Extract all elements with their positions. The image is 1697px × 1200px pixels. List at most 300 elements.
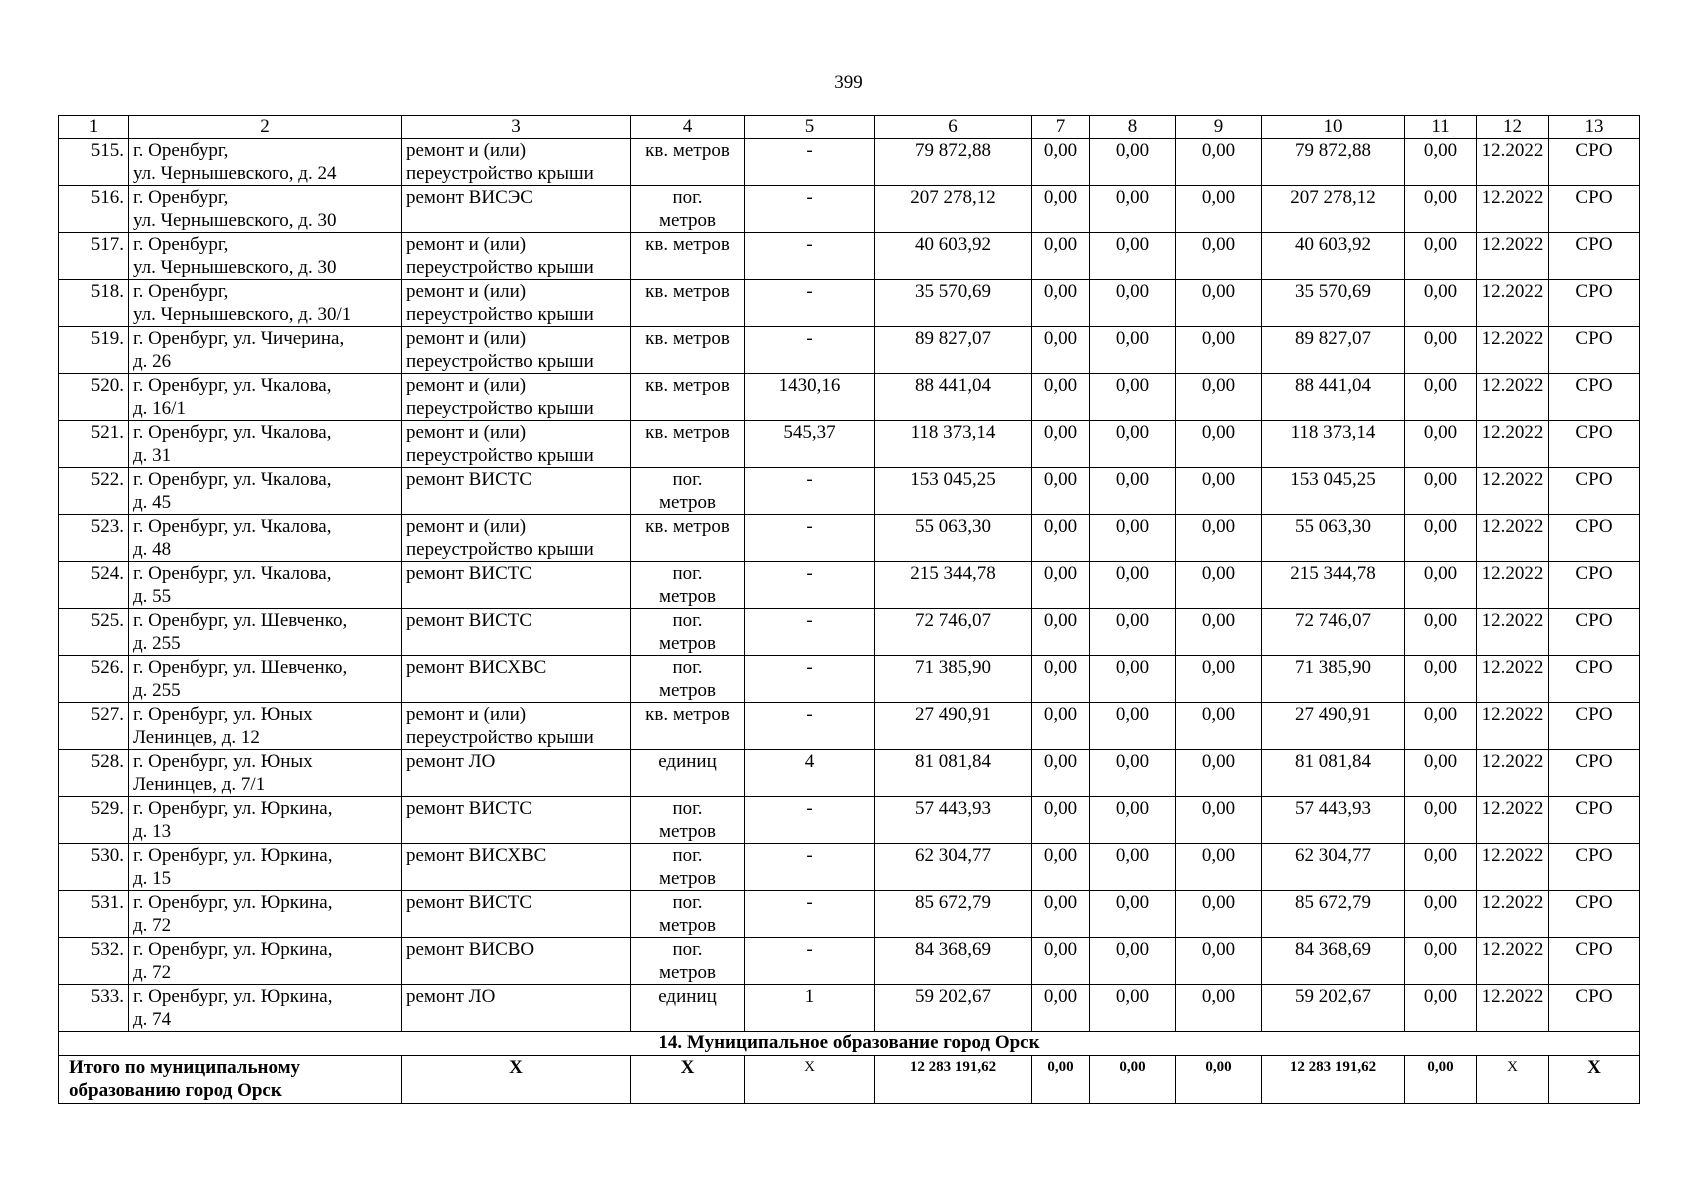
unit-line: пог. xyxy=(672,610,703,631)
cell-col-7: 0,00 xyxy=(1032,233,1090,280)
column-header: 11 xyxy=(1405,116,1477,139)
work-type-cell xyxy=(402,844,631,891)
address-cell xyxy=(129,797,402,844)
cost-total-cell: 59 202,67 xyxy=(875,985,1032,1032)
table-row xyxy=(59,421,1640,468)
total-label-line: Итого по муниципальному xyxy=(69,1057,301,1078)
executor-cell: СРО xyxy=(1549,938,1640,985)
total-cell-5: Х xyxy=(745,1056,875,1104)
total-cell-10: 12 283 191,62 xyxy=(1262,1056,1405,1104)
cost-fund-cell: 81 081,84 xyxy=(1262,750,1405,797)
cost-total-cell: 215 344,78 xyxy=(875,562,1032,609)
cell-col-11: 0,00 xyxy=(1405,844,1477,891)
work-type-line: ремонт ВИСХВС xyxy=(406,845,547,866)
cell-col-9: 0,00 xyxy=(1176,891,1262,938)
address-line: г. Оренбург, ул. Чкалова, xyxy=(133,375,332,396)
column-header: 7 xyxy=(1032,116,1090,139)
table-row xyxy=(59,186,1640,233)
cost-fund-cell: 215 344,78 xyxy=(1262,562,1405,609)
cell-col-9: 0,00 xyxy=(1176,609,1262,656)
address-cell xyxy=(129,421,402,468)
work-type-line: ремонт и (или) xyxy=(406,140,527,161)
cell-col-8: 0,00 xyxy=(1090,139,1176,186)
table-footer xyxy=(59,1032,1640,1104)
cell-col-8: 0,00 xyxy=(1090,468,1176,515)
cell-col-11: 0,00 xyxy=(1405,938,1477,985)
address-cell xyxy=(129,562,402,609)
cell-col-9: 0,00 xyxy=(1176,797,1262,844)
total-cell-13: Х xyxy=(1549,1056,1640,1104)
executor-cell: СРО xyxy=(1549,139,1640,186)
total-cell-3: Х xyxy=(402,1056,631,1104)
cost-fund-cell: 153 045,25 xyxy=(1262,468,1405,515)
quantity-cell: - xyxy=(745,609,875,656)
total-cell-7: 0,00 xyxy=(1032,1056,1090,1104)
unit-cell xyxy=(631,280,745,327)
unit-cell xyxy=(631,985,745,1032)
work-type-cell xyxy=(402,891,631,938)
completion-date-cell: 12.2022 xyxy=(1477,703,1549,750)
work-type-cell xyxy=(402,797,631,844)
cell-col-9: 0,00 xyxy=(1176,139,1262,186)
table-row xyxy=(59,233,1640,280)
cell-col-9: 0,00 xyxy=(1176,327,1262,374)
unit-line: кв. метров xyxy=(645,375,730,396)
cost-fund-cell: 85 672,79 xyxy=(1262,891,1405,938)
cell-col-11: 0,00 xyxy=(1405,139,1477,186)
cell-col-8: 0,00 xyxy=(1090,515,1176,562)
unit-cell xyxy=(631,703,745,750)
row-number: 516. xyxy=(59,186,129,233)
cost-fund-cell: 89 827,07 xyxy=(1262,327,1405,374)
cost-fund-cell: 84 368,69 xyxy=(1262,938,1405,985)
cost-fund-cell: 207 278,12 xyxy=(1262,186,1405,233)
row-number: 525. xyxy=(59,609,129,656)
cost-fund-cell: 40 603,92 xyxy=(1262,233,1405,280)
cost-total-cell: 85 672,79 xyxy=(875,891,1032,938)
capital-repair-table xyxy=(58,115,1640,1104)
cell-col-11: 0,00 xyxy=(1405,562,1477,609)
work-type-cell xyxy=(402,750,631,797)
total-label-line: образованию город Орск xyxy=(69,1080,282,1101)
row-number: 527. xyxy=(59,703,129,750)
unit-cell xyxy=(631,938,745,985)
work-type-line: переустройство крыши xyxy=(406,445,594,466)
executor-cell: СРО xyxy=(1549,750,1640,797)
address-line: г. Оренбург, ул. Чичерина, xyxy=(133,328,345,349)
address-cell xyxy=(129,233,402,280)
unit-line: единиц xyxy=(658,986,717,1007)
column-header: 4 xyxy=(631,116,745,139)
address-cell xyxy=(129,703,402,750)
quantity-cell: - xyxy=(745,515,875,562)
quantity-cell: - xyxy=(745,656,875,703)
column-header: 12 xyxy=(1477,116,1549,139)
cell-col-9: 0,00 xyxy=(1176,233,1262,280)
address-line: ул. Чернышевского, д. 30 xyxy=(133,210,337,231)
cell-col-11: 0,00 xyxy=(1405,703,1477,750)
address-cell xyxy=(129,844,402,891)
cost-fund-cell: 79 872,88 xyxy=(1262,139,1405,186)
column-header: 1 xyxy=(59,116,129,139)
unit-line: кв. метров xyxy=(645,516,730,537)
address-line: г. Оренбург, ул. Чкалова, xyxy=(133,563,332,584)
unit-line: пог. xyxy=(672,187,703,208)
cost-total-cell: 153 045,25 xyxy=(875,468,1032,515)
cost-total-cell: 118 373,14 xyxy=(875,421,1032,468)
address-cell xyxy=(129,327,402,374)
unit-cell xyxy=(631,844,745,891)
unit-cell xyxy=(631,750,745,797)
address-line: ул. Чернышевского, д. 30/1 xyxy=(133,304,352,325)
address-line: д. 72 xyxy=(133,915,172,936)
cell-col-8: 0,00 xyxy=(1090,985,1176,1032)
cell-col-7: 0,00 xyxy=(1032,797,1090,844)
cell-col-11: 0,00 xyxy=(1405,468,1477,515)
completion-date-cell: 12.2022 xyxy=(1477,891,1549,938)
completion-date-cell: 12.2022 xyxy=(1477,139,1549,186)
work-type-cell xyxy=(402,280,631,327)
work-type-line: ремонт и (или) xyxy=(406,516,527,537)
cost-total-cell: 71 385,90 xyxy=(875,656,1032,703)
unit-line: пог. xyxy=(672,798,703,819)
unit-line: метров xyxy=(659,868,716,889)
row-number: 523. xyxy=(59,515,129,562)
cost-fund-cell: 59 202,67 xyxy=(1262,985,1405,1032)
address-line: д. 13 xyxy=(133,821,172,842)
table-row xyxy=(59,750,1640,797)
completion-date-cell: 12.2022 xyxy=(1477,985,1549,1032)
table-row xyxy=(59,891,1640,938)
cell-col-7: 0,00 xyxy=(1032,186,1090,233)
quantity-cell: - xyxy=(745,139,875,186)
address-line: д. 16/1 xyxy=(133,398,186,419)
cell-col-9: 0,00 xyxy=(1176,186,1262,233)
work-type-cell xyxy=(402,515,631,562)
unit-line: метров xyxy=(659,962,716,983)
work-type-line: переустройство крыши xyxy=(406,257,594,278)
cell-col-8: 0,00 xyxy=(1090,656,1176,703)
cell-col-9: 0,00 xyxy=(1176,703,1262,750)
column-header: 9 xyxy=(1176,116,1262,139)
quantity-cell: - xyxy=(745,186,875,233)
cost-total-cell: 57 443,93 xyxy=(875,797,1032,844)
cost-total-cell: 81 081,84 xyxy=(875,750,1032,797)
address-line: д. 74 xyxy=(133,1009,172,1030)
cell-col-8: 0,00 xyxy=(1090,891,1176,938)
table-row xyxy=(59,515,1640,562)
total-label xyxy=(59,1056,402,1104)
address-cell xyxy=(129,186,402,233)
work-type-line: переустройство крыши xyxy=(406,727,594,748)
cell-col-9: 0,00 xyxy=(1176,468,1262,515)
cell-col-11: 0,00 xyxy=(1405,609,1477,656)
cost-total-cell: 79 872,88 xyxy=(875,139,1032,186)
address-line: г. Оренбург, ул. Юркина, xyxy=(133,986,333,1007)
total-cell-8: 0,00 xyxy=(1090,1056,1176,1104)
cell-col-8: 0,00 xyxy=(1090,562,1176,609)
cell-col-9: 0,00 xyxy=(1176,938,1262,985)
table-row xyxy=(59,562,1640,609)
unit-line: метров xyxy=(659,633,716,654)
work-type-line: переустройство крыши xyxy=(406,539,594,560)
work-type-line: ремонт ВИСВО xyxy=(406,939,535,960)
address-line: ул. Чернышевского, д. 24 xyxy=(133,163,337,184)
quantity-cell: - xyxy=(745,327,875,374)
table-body xyxy=(59,116,1640,1032)
executor-cell: СРО xyxy=(1549,891,1640,938)
completion-date-cell: 12.2022 xyxy=(1477,280,1549,327)
cell-col-11: 0,00 xyxy=(1405,891,1477,938)
cell-col-9: 0,00 xyxy=(1176,656,1262,703)
completion-date-cell: 12.2022 xyxy=(1477,374,1549,421)
address-line: г. Оренбург, ул. Юркина, xyxy=(133,845,333,866)
cost-fund-cell: 71 385,90 xyxy=(1262,656,1405,703)
cost-fund-cell: 118 373,14 xyxy=(1262,421,1405,468)
work-type-cell xyxy=(402,374,631,421)
completion-date-cell: 12.2022 xyxy=(1477,797,1549,844)
row-number: 526. xyxy=(59,656,129,703)
address-line: г. Оренбург, ул. Юркина, xyxy=(133,892,333,913)
cell-col-8: 0,00 xyxy=(1090,374,1176,421)
completion-date-cell: 12.2022 xyxy=(1477,421,1549,468)
cell-col-7: 0,00 xyxy=(1032,844,1090,891)
unit-line: единиц xyxy=(658,751,717,772)
row-number: 520. xyxy=(59,374,129,421)
cost-fund-cell: 62 304,77 xyxy=(1262,844,1405,891)
unit-line: метров xyxy=(659,680,716,701)
unit-cell xyxy=(631,609,745,656)
executor-cell: СРО xyxy=(1549,656,1640,703)
work-type-line: ремонт ВИСТС xyxy=(406,469,533,490)
quantity-cell: - xyxy=(745,797,875,844)
address-line: д. 31 xyxy=(133,445,172,466)
cell-col-8: 0,00 xyxy=(1090,186,1176,233)
column-header: 8 xyxy=(1090,116,1176,139)
work-type-line: переустройство крыши xyxy=(406,398,594,419)
quantity-cell: - xyxy=(745,844,875,891)
work-type-cell xyxy=(402,609,631,656)
cell-col-9: 0,00 xyxy=(1176,421,1262,468)
column-number-header-row xyxy=(59,116,1640,139)
address-line: д. 55 xyxy=(133,586,172,607)
cell-col-11: 0,00 xyxy=(1405,280,1477,327)
unit-line: метров xyxy=(659,821,716,842)
total-row xyxy=(59,1056,1640,1104)
executor-cell: СРО xyxy=(1549,985,1640,1032)
row-number: 518. xyxy=(59,280,129,327)
cell-col-11: 0,00 xyxy=(1405,374,1477,421)
cell-col-9: 0,00 xyxy=(1176,515,1262,562)
address-line: г. Оренбург, ул. Чкалова, xyxy=(133,469,332,490)
work-type-line: ремонт ВИСЭС xyxy=(406,187,533,208)
unit-line: кв. метров xyxy=(645,422,730,443)
column-header: 6 xyxy=(875,116,1032,139)
total-cell-6: 12 283 191,62 xyxy=(875,1056,1032,1104)
work-type-line: ремонт ЛО xyxy=(406,986,496,1007)
quantity-cell: - xyxy=(745,891,875,938)
cell-col-8: 0,00 xyxy=(1090,233,1176,280)
cell-col-8: 0,00 xyxy=(1090,609,1176,656)
cost-total-cell: 89 827,07 xyxy=(875,327,1032,374)
quantity-cell: - xyxy=(745,233,875,280)
address-line: г. Оренбург, ул. Юных xyxy=(133,704,313,725)
work-type-cell xyxy=(402,327,631,374)
cell-col-9: 0,00 xyxy=(1176,562,1262,609)
cell-col-7: 0,00 xyxy=(1032,374,1090,421)
row-number: 529. xyxy=(59,797,129,844)
table-row xyxy=(59,609,1640,656)
work-type-line: ремонт ВИСТС xyxy=(406,563,533,584)
address-line: г. Оренбург, xyxy=(133,234,229,255)
cost-fund-cell: 88 441,04 xyxy=(1262,374,1405,421)
cell-col-7: 0,00 xyxy=(1032,703,1090,750)
unit-line: пог. xyxy=(672,892,703,913)
work-type-line: ремонт ВИСТС xyxy=(406,610,533,631)
row-number: 517. xyxy=(59,233,129,280)
cost-total-cell: 40 603,92 xyxy=(875,233,1032,280)
cell-col-8: 0,00 xyxy=(1090,327,1176,374)
work-type-line: переустройство крыши xyxy=(406,163,594,184)
unit-cell xyxy=(631,891,745,938)
unit-cell xyxy=(631,374,745,421)
unit-cell xyxy=(631,327,745,374)
unit-line: пог. xyxy=(672,939,703,960)
address-cell xyxy=(129,468,402,515)
cost-fund-cell: 72 746,07 xyxy=(1262,609,1405,656)
address-line: ул. Чернышевского, д. 30 xyxy=(133,257,337,278)
cell-col-7: 0,00 xyxy=(1032,327,1090,374)
unit-cell xyxy=(631,233,745,280)
cell-col-9: 0,00 xyxy=(1176,844,1262,891)
column-header: 2 xyxy=(129,116,402,139)
unit-cell xyxy=(631,421,745,468)
address-line: д. 45 xyxy=(133,492,172,513)
row-number: 519. xyxy=(59,327,129,374)
address-line: г. Оренбург, ул. Юркина, xyxy=(133,798,333,819)
unit-line: кв. метров xyxy=(645,281,730,302)
cell-col-8: 0,00 xyxy=(1090,421,1176,468)
address-line: Ленинцев, д. 7/1 xyxy=(133,774,266,795)
work-type-line: ремонт и (или) xyxy=(406,328,527,349)
executor-cell: СРО xyxy=(1549,703,1640,750)
cost-total-cell: 55 063,30 xyxy=(875,515,1032,562)
work-type-line: ремонт ВИСТС xyxy=(406,798,533,819)
address-cell xyxy=(129,374,402,421)
section-row xyxy=(59,1032,1640,1056)
executor-cell: СРО xyxy=(1549,515,1640,562)
work-type-line: ремонт и (или) xyxy=(406,234,527,255)
cost-total-cell: 62 304,77 xyxy=(875,844,1032,891)
executor-cell: СРО xyxy=(1549,327,1640,374)
cost-total-cell: 27 490,91 xyxy=(875,703,1032,750)
unit-cell xyxy=(631,562,745,609)
cell-col-8: 0,00 xyxy=(1090,750,1176,797)
address-line: г. Оренбург, ул. Шевченко, xyxy=(133,657,348,678)
table-row xyxy=(59,844,1640,891)
cell-col-9: 0,00 xyxy=(1176,750,1262,797)
work-type-cell xyxy=(402,703,631,750)
cost-total-cell: 35 570,69 xyxy=(875,280,1032,327)
unit-line: пог. xyxy=(672,845,703,866)
executor-cell: СРО xyxy=(1549,233,1640,280)
executor-cell: СРО xyxy=(1549,280,1640,327)
work-type-line: ремонт ВИСТС xyxy=(406,892,533,913)
column-header: 5 xyxy=(745,116,875,139)
address-line: д. 48 xyxy=(133,539,172,560)
column-header: 10 xyxy=(1262,116,1405,139)
unit-line: пог. xyxy=(672,469,703,490)
cell-col-7: 0,00 xyxy=(1032,562,1090,609)
total-cell-4: Х xyxy=(631,1056,745,1104)
total-cell-12: Х xyxy=(1477,1056,1549,1104)
table-row xyxy=(59,985,1640,1032)
completion-date-cell: 12.2022 xyxy=(1477,844,1549,891)
row-number: 515. xyxy=(59,139,129,186)
address-line: г. Оренбург, xyxy=(133,281,229,302)
cell-col-11: 0,00 xyxy=(1405,421,1477,468)
completion-date-cell: 12.2022 xyxy=(1477,468,1549,515)
cell-col-8: 0,00 xyxy=(1090,280,1176,327)
unit-cell xyxy=(631,139,745,186)
column-header: 13 xyxy=(1549,116,1640,139)
unit-line: метров xyxy=(659,586,716,607)
page-number: 399 xyxy=(834,72,863,93)
quantity-cell: - xyxy=(745,280,875,327)
cell-col-7: 0,00 xyxy=(1032,938,1090,985)
completion-date-cell: 12.2022 xyxy=(1477,750,1549,797)
completion-date-cell: 12.2022 xyxy=(1477,327,1549,374)
work-type-line: ремонт и (или) xyxy=(406,375,527,396)
cost-fund-cell: 27 490,91 xyxy=(1262,703,1405,750)
cost-total-cell: 207 278,12 xyxy=(875,186,1032,233)
cost-fund-cell: 35 570,69 xyxy=(1262,280,1405,327)
cell-col-9: 0,00 xyxy=(1176,280,1262,327)
cell-col-7: 0,00 xyxy=(1032,280,1090,327)
quantity-cell: 545,37 xyxy=(745,421,875,468)
table-row xyxy=(59,703,1640,750)
work-type-cell xyxy=(402,233,631,280)
quantity-cell: 4 xyxy=(745,750,875,797)
work-type-cell xyxy=(402,562,631,609)
address-line: Ленинцев, д. 12 xyxy=(133,727,260,748)
address-cell xyxy=(129,891,402,938)
address-line: д. 255 xyxy=(133,680,181,701)
cell-col-7: 0,00 xyxy=(1032,609,1090,656)
address-cell xyxy=(129,609,402,656)
cell-col-11: 0,00 xyxy=(1405,797,1477,844)
row-number: 522. xyxy=(59,468,129,515)
work-type-cell xyxy=(402,421,631,468)
completion-date-cell: 12.2022 xyxy=(1477,609,1549,656)
cell-col-8: 0,00 xyxy=(1090,703,1176,750)
total-cell-9: 0,00 xyxy=(1176,1056,1262,1104)
work-type-line: переустройство крыши xyxy=(406,304,594,325)
executor-cell: СРО xyxy=(1549,468,1640,515)
address-line: д. 15 xyxy=(133,868,172,889)
cell-col-7: 0,00 xyxy=(1032,985,1090,1032)
address-line: г. Оренбург, ул. Чкалова, xyxy=(133,422,332,443)
work-type-cell xyxy=(402,139,631,186)
work-type-cell xyxy=(402,186,631,233)
address-line: г. Оренбург, xyxy=(133,187,229,208)
cell-col-11: 0,00 xyxy=(1405,186,1477,233)
quantity-cell: - xyxy=(745,562,875,609)
table-row xyxy=(59,327,1640,374)
address-cell xyxy=(129,139,402,186)
quantity-cell: - xyxy=(745,468,875,515)
executor-cell: СРО xyxy=(1549,797,1640,844)
